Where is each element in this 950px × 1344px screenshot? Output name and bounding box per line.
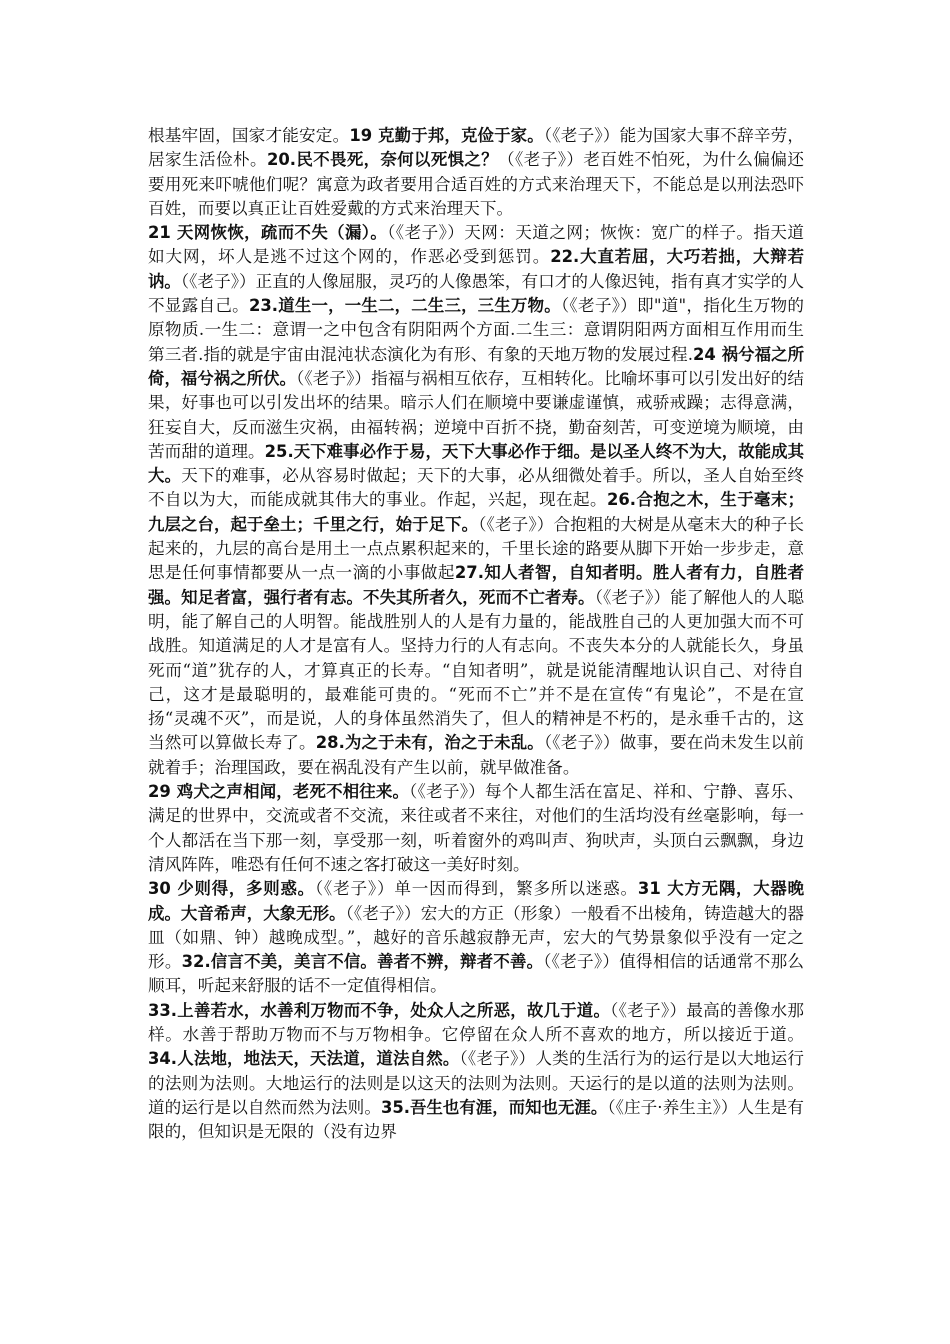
text-run: 根基牢固，国家才能安定。 <box>148 126 350 145</box>
quote-heading: 31 大方无隅，大器晚成。大音希声，大象无形。 <box>148 879 804 923</box>
quote-heading: 26.合抱之木，生于毫末；九层之台，起于垒土；千里之行，始于足下。 <box>148 490 804 534</box>
quote-heading: 33.上善若水，水善利万物而不争，处众人之所恶，故几于道。 <box>148 1000 611 1020</box>
quote-heading: 35.吾生也有涯，而知也无涯。 <box>380 1097 608 1117</box>
quote-heading: 32.信言不美，美言不信。善者不辨，辩者不善。 <box>181 952 544 972</box>
text-run: （《老子》）值得相信的话通常不那么顺耳，听起来舒服的话不一定值得相信。 <box>148 952 804 996</box>
quote-heading: 28.为之于未有，治之于未乱。 <box>315 733 544 753</box>
text-run: （《老子》）每个人都生活在富足、祥和、宁静、喜乐、满足的世界中，交流或者不交流，来往或者不来往，对他们的生活均没有丝毫影响，每一个人都活在当下那一刻，享受那一刻，听着窗外的鸡叫声、狗吠声，头顶白云飘飘，身边清风阵阵，唯恐有任何不速之客打破这一美好时刻。 <box>148 782 804 874</box>
text-run: （《老子》）人类的生活行为的运行是以大地运行的法则为法则。大地运行的法则是以这天的法则为法则。天运行的是以道的法则为法则。道的运行是以自然而然为法则。 <box>148 1049 804 1117</box>
quote-heading: 20.民不畏死，奈何以死惧之？ <box>267 150 498 170</box>
text-run: （《老子》）最高的善像水那样。水善于帮助万物而不与万物相争。它停留在众人所不喜欢的地方，所以接近于道。 <box>148 1000 804 1044</box>
quote-heading: 30 少则得，多则惑。 <box>148 879 315 899</box>
quote-heading: 29 鸡犬之声相闻，老死不相往来。 <box>148 782 410 802</box>
quote-heading: 25.天下难事必作于易，天下大事必作于细。是以圣人终不为大，故能成其大。 <box>148 441 804 486</box>
text-run: （《老子》）天网：天道之网；恢恢：宽广的样子。指天道如大网，坏人是逃不过这个网的，作恶必受到惩罚。 <box>148 223 804 267</box>
quote-heading: 21 天网恢恢，疏而不失（漏）。 <box>148 223 388 243</box>
quote-heading: 23.道生一，一生二，二生三，三生万物。 <box>248 296 561 316</box>
text-run: （《老子》）合抱粗的大树是从毫末大的种子长起来的，九层的高台是用土一点点累积起来的，千里长途的路要从脚下开始一步步走，意思是任何事情都要从一点一滴的小事做起 <box>148 514 804 583</box>
text-run: （《老子》）能为国家大事不辞辛劳，居家生活俭朴。 <box>148 126 804 170</box>
text-run: 天下的难事，必从容易时做起；天下的大事，必从细微处着手。所以，圣人自始至终不自以为大，而能成就其伟大的事业。作起，兴起，现在起。 <box>148 466 805 510</box>
quote-heading: 22.大直若屈，大巧若拙，大辩若讷。 <box>148 247 804 291</box>
text-run: （《老子》）正直的人像屈服，灵巧的人像愚笨，有口才的人像迟钝，指有真才实学的人不显露自己。 <box>148 271 805 316</box>
text-run: （《庄子·养生主》）人生是有限的，但知识是无限的（没有边界 <box>148 1097 804 1142</box>
text-run: （《老子》）指福与祸相互依存，互相转化。比喻坏事可以引发出好的结果，好事也可以引发出坏的结果。暗示人们在顺境中要谦虚谨慎，戒骄戒躁；志得意满，狂妄自大，反而滋生灾祸，由福转祸；逆境中百折不挠，勤奋刻苦，可变逆境为顺境，由苦而甜的道理。 <box>148 368 805 461</box>
quote-heading: 24 祸兮福之所倚，福兮祸之所伏。 <box>148 344 804 388</box>
text-run: （《老子》）即"道"，指化生万物的原物质.一生二：意谓一之中包含有阴阳两个方面.二生三：意谓阴阳两方面相互作用而生第三者.指的就是宇宙由混沌状态演化为有形、有象的天地万物的发展过程. <box>148 296 804 364</box>
quote-heading: 19 克勤于邦，克俭于家。 <box>349 126 544 145</box>
text-run: （《老子》）老百姓不怕死，为什么偏偏还要用死来吓唬他们呢？寓意为政者要用合适百姓的方式来治理天下，不能总是以刑法恐吓百姓，而要以真正让百姓爱戴的方式来治理天下。 <box>148 150 804 218</box>
quote-heading: 34.人法地，地法天，天法道，道法自然。 <box>148 1049 460 1069</box>
text-run: （《老子》）做事，要在尚未发生以前就着手；治理国政，要在祸乱没有产生以前，就早做准备。 <box>148 733 804 777</box>
quote-heading: 27.知人者智，自知者明。胜人者有力，自胜者强。知足者富，强行者有志。不失其所者久，死而不亡者寿。 <box>148 563 804 607</box>
text-run: （《老子》）能了解他人的人聪明，能了解自己的人明智。能战胜别人的人是有力量的，能战胜自己的人更加强大而不可战胜。知道满足的人才是富有人。坚持力行的人有志向。不丧失本分的人就能长久，身虽死而“道”犹存的人，才算真正的长寿。“自知者明”，就是说能清醒地认识自己、对待自己，这才是最聪明的，最难能可贵的。“死而不亡”并不是在宣传“有鬼论”，不是在宣扬“灵魂不灭”，而是说，人的身体虽然消失了，但人的精神是不朽的，是永垂千古的，这当然可以算做长寿了。 <box>148 587 804 753</box>
body-text <box>148 124 804 1144</box>
text-run: （《老子》）单一因而得到，繁多所以迷惑。 <box>314 879 638 899</box>
text-run: （《老子》）宏大的方正（形象）一般看不出棱角，铸造越大的器皿（如鼎、钟）越晚成型。”，越好的音乐越寂静无声，宏大的气势景象似乎没有一定之形。 <box>148 903 804 972</box>
